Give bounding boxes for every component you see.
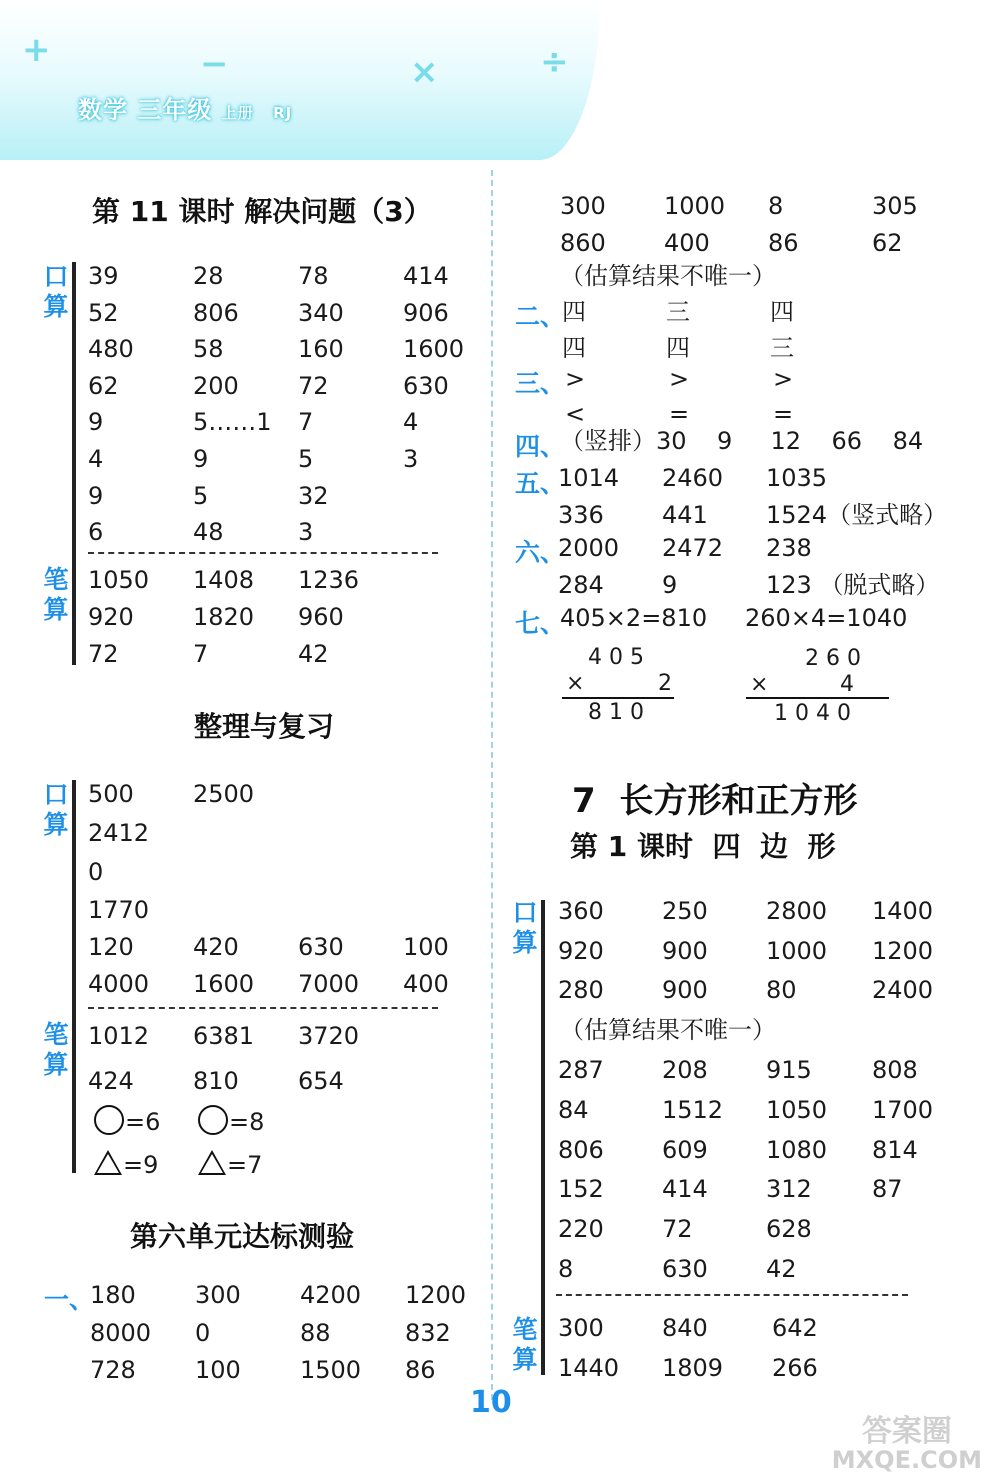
triangle-icon	[198, 1150, 226, 1175]
answer-value: 80	[766, 976, 797, 1004]
answer-value: 160	[298, 335, 344, 364]
circle-answer-1: =6	[94, 1105, 160, 1135]
circle-icon	[94, 1105, 124, 1135]
answer-value: 88	[300, 1318, 331, 1347]
written-calc-label	[42, 565, 70, 625]
answer-value: 52	[88, 298, 119, 327]
written-calc-label-char: 算	[43, 1050, 69, 1079]
answer-value: 336	[558, 501, 604, 529]
oral-calc-label-char: 算	[43, 292, 69, 321]
answer-value: 414	[403, 262, 449, 290]
answer-value: 280	[558, 976, 604, 1004]
answer-value: 1524（竖式略）	[766, 501, 948, 529]
answer-value: 28	[193, 262, 224, 290]
dashed-separator	[556, 1294, 908, 1296]
answer-value: 6381	[193, 1022, 255, 1050]
answer-value: 208	[662, 1056, 708, 1084]
answer-value: 2460	[662, 464, 724, 492]
answer-value: 654	[298, 1067, 344, 1095]
answer-value: 424	[88, 1067, 134, 1095]
answer-value: 900	[662, 976, 708, 1004]
answer-value: 300	[558, 1314, 604, 1342]
times-decoration-icon: ×	[410, 52, 439, 92]
answer-value: 1512	[662, 1095, 724, 1124]
answer-value: 1600	[193, 970, 255, 998]
answer-value: 480	[88, 335, 134, 364]
vertical-result: 8 1 0	[588, 700, 644, 725]
answer-value: 4	[88, 445, 104, 473]
answer-value: 4200	[300, 1281, 362, 1309]
answer-value: 1400	[872, 897, 934, 925]
oral-calc-label-char: 算	[43, 810, 69, 839]
vertical-rule	[562, 697, 674, 699]
question-number: 二、	[515, 302, 566, 331]
answer-value: 9	[88, 481, 104, 510]
answer-value: 832	[405, 1318, 451, 1347]
answer-value: 7	[193, 640, 209, 668]
answer-value: 1050	[88, 566, 150, 594]
times-sign: ×	[566, 671, 585, 696]
answer-value: 四	[770, 298, 794, 326]
answer-value: 0	[195, 1318, 211, 1347]
answer-value: 3720	[298, 1022, 360, 1050]
answer-value: 四	[562, 334, 586, 362]
answer-value: 2800	[766, 897, 828, 925]
answer-value: 4	[403, 408, 419, 437]
review-title: 整理与复习	[194, 710, 335, 743]
answer-value: 200	[193, 371, 239, 400]
answer-value: 123 （脱式略）	[766, 571, 940, 599]
answer-value: 62	[88, 371, 119, 400]
answer-value: 1050	[766, 1095, 828, 1124]
answer-value: 1700	[872, 1095, 934, 1124]
answer-value: 2500	[193, 780, 255, 808]
answer-value: 4000	[88, 970, 150, 998]
answer-value: 2000	[558, 534, 620, 562]
answer-value: 728	[90, 1356, 136, 1384]
answer-value: 840	[662, 1314, 708, 1342]
answer-value: 420	[193, 933, 239, 961]
answer-value: >	[565, 365, 586, 393]
answer-value: 32	[298, 481, 329, 510]
question-number: 五、	[515, 469, 566, 498]
answer-value: 180	[90, 1281, 136, 1309]
watermark-line: 答案圈	[861, 1414, 952, 1450]
answer-value: 630	[298, 933, 344, 961]
answer-value: 72	[298, 371, 329, 400]
answer-value: 1000	[664, 192, 726, 220]
answer-value: 87	[872, 1175, 903, 1204]
answer-value: 1080	[766, 1135, 828, 1164]
answer-value: 8	[558, 1255, 574, 1283]
answer-value: 1440	[558, 1354, 620, 1382]
circle-icon	[198, 1105, 228, 1135]
oral-calc-label	[511, 898, 539, 958]
answer-value: 920	[88, 603, 134, 631]
answer-value: 266	[772, 1354, 818, 1382]
answer-value: 7	[298, 408, 314, 437]
answer-value: 300	[195, 1281, 241, 1309]
section-bar	[541, 900, 545, 1375]
answer-value: 609	[662, 1135, 708, 1164]
vertical-top: 4 0 5	[588, 645, 644, 670]
answer-value: 630	[403, 371, 449, 400]
minus-decoration-icon: −	[200, 44, 229, 84]
oral-calc-label-char: 口	[43, 780, 69, 809]
answer-value: 2472	[662, 534, 724, 562]
triangle-icon	[94, 1150, 122, 1175]
equation: 260×4=1040	[745, 604, 908, 632]
answer-value: 808	[872, 1056, 918, 1084]
question-number: 一、	[44, 1285, 95, 1314]
answer-value: 300	[560, 192, 606, 220]
answer-value: 441	[662, 501, 708, 529]
answer-value: 400	[403, 970, 449, 998]
answer-value: 1035	[766, 464, 828, 492]
answer-value: 5	[193, 481, 209, 510]
answer-value: 7000	[298, 970, 360, 998]
answer-value: 960	[298, 603, 344, 631]
answer-value: 0	[88, 858, 104, 886]
answer-value: 100	[403, 933, 449, 961]
answer-value: 238	[766, 534, 812, 562]
answer-value: 1014	[558, 464, 620, 492]
answer-value: 72	[88, 640, 119, 668]
oral-calc-label-char: 算	[512, 928, 538, 957]
answer-value: 340	[298, 298, 344, 327]
answer-value: 78	[298, 262, 329, 290]
equation: 405×2=810	[560, 604, 708, 632]
page-number: 10	[470, 1385, 512, 1420]
triangle-answer-2: =7	[198, 1150, 262, 1177]
divide-decoration-icon: ÷	[540, 42, 569, 82]
answer-value: 305	[872, 192, 918, 220]
answer-value: 1200	[872, 936, 934, 965]
answer-value: 2400	[872, 976, 934, 1004]
answer-value: =	[669, 400, 690, 428]
answer-value: 8	[768, 192, 784, 220]
answer-value: 1770	[88, 896, 150, 924]
watermark-line: MXQE.COM	[831, 1445, 982, 1474]
answer-value: 1000	[766, 936, 828, 965]
answer-value: 360	[558, 897, 604, 925]
unit-title: 7 长方形和正方形	[572, 781, 858, 821]
answer-value: 86	[768, 228, 799, 257]
vertical-result: 1 0 4 0	[774, 701, 851, 726]
book-title-text: 数学 三年级	[78, 96, 213, 124]
vertical-multiplier: 2	[658, 671, 672, 696]
answer-value: 1236	[298, 566, 360, 594]
answer-value: 86	[405, 1356, 436, 1384]
answer-value: 810	[193, 1067, 239, 1095]
answer-value: 920	[558, 936, 604, 965]
oral-calc-label	[42, 262, 70, 322]
oral-calc-label	[42, 780, 70, 840]
answer-line: （竖排）30 9 12 66 84	[560, 427, 924, 455]
answer-value: 642	[772, 1314, 818, 1342]
answer-value: 400	[664, 228, 710, 257]
book-title	[78, 90, 292, 125]
answer-value: 1200	[405, 1281, 467, 1309]
answer-value: 906	[403, 298, 449, 327]
answer-value: 42	[298, 640, 329, 668]
question-number: 七、	[515, 609, 566, 638]
answer-value: 152	[558, 1175, 604, 1204]
written-calc-label-char: 算	[512, 1345, 538, 1374]
answer-value: 100	[195, 1356, 241, 1384]
lesson-title: 第 1 课时 四 边 形	[570, 830, 836, 863]
answer-value: 630	[662, 1255, 708, 1283]
answer-value: >	[773, 365, 794, 393]
answer-value: 250	[662, 897, 708, 925]
answer-value: 58	[193, 335, 224, 364]
volume-text: 上册	[221, 104, 254, 122]
written-calc-label	[42, 1020, 70, 1080]
answer-value: <	[565, 400, 586, 428]
answer-value: 1408	[193, 566, 255, 594]
answer-value: 414	[662, 1175, 708, 1204]
answer-value: 5……1	[193, 408, 272, 437]
written-calc-label-char: 笔	[43, 1020, 69, 1049]
dashed-separator	[88, 1007, 438, 1009]
oral-calc-label-char: 口	[43, 262, 69, 291]
answer-value: 2412	[88, 819, 150, 847]
dashed-separator	[88, 552, 438, 554]
answer-value: 500	[88, 780, 134, 808]
answer-value: 42	[766, 1255, 797, 1283]
answer-value: 1809	[662, 1354, 724, 1382]
answer-value: 三	[666, 298, 690, 326]
question-number: 四、	[515, 432, 566, 461]
answer-value: 220	[558, 1215, 604, 1244]
question-number: 三、	[515, 369, 566, 398]
answer-value: 3	[298, 518, 314, 547]
answer-value: =	[773, 400, 794, 428]
answer-value: 628	[766, 1215, 812, 1244]
answer-value: 312	[766, 1175, 812, 1204]
note-text: （估算结果不唯一）	[560, 1016, 776, 1044]
answer-value: 1820	[193, 603, 255, 631]
section-bar	[72, 780, 76, 1173]
answer-value: 5	[298, 445, 314, 473]
answer-value: 860	[560, 228, 606, 257]
answer-value: 9	[88, 408, 104, 437]
header-banner	[0, 0, 600, 160]
answer-value: 四	[562, 298, 586, 326]
answer-value: 1012	[88, 1022, 150, 1050]
answer-value: 3	[403, 445, 419, 473]
column-divider	[491, 170, 493, 1400]
written-calc-label-char: 笔	[512, 1315, 538, 1344]
answer-value: 8000	[90, 1318, 152, 1347]
unit-test-title: 第六单元达标测验	[130, 1220, 355, 1253]
watermark	[832, 1416, 982, 1473]
vertical-multiplier: 4	[840, 672, 854, 697]
question-number: 六、	[515, 538, 566, 567]
written-calc-label-char: 笔	[43, 565, 69, 594]
answer-value: 900	[662, 936, 708, 965]
vertical-rule	[746, 697, 889, 699]
answer-value: 806	[193, 298, 239, 327]
written-calc-label-char: 算	[43, 595, 69, 624]
edition-text: RJ	[273, 104, 293, 122]
note-text: （估算结果不唯一）	[560, 262, 776, 290]
answer-value: 814	[872, 1135, 918, 1164]
answer-value: 806	[558, 1135, 604, 1164]
section-bar	[72, 262, 76, 665]
answer-value: 84	[558, 1095, 589, 1124]
answer-value: 1600	[403, 335, 465, 364]
answer-value: 6	[88, 518, 104, 547]
answer-value: 72	[662, 1215, 693, 1244]
answer-value: 三	[770, 334, 794, 362]
answer-value: 9	[662, 571, 678, 599]
times-sign: ×	[750, 672, 769, 697]
answer-value: 9	[193, 445, 209, 473]
circle-answer-2: =8	[198, 1105, 264, 1135]
vertical-top: 2 6 0	[805, 646, 861, 671]
lesson-title: 第 11 课时 解决问题（3）	[92, 195, 432, 228]
oral-calc-label-char: 口	[512, 898, 538, 927]
answer-value: 48	[193, 518, 224, 547]
answer-value: 287	[558, 1056, 604, 1084]
answer-value: 62	[872, 228, 903, 257]
written-calc-label	[511, 1315, 539, 1375]
answer-value: 四	[666, 334, 690, 362]
answer-value: 915	[766, 1056, 812, 1084]
answer-value: 39	[88, 262, 119, 290]
answer-value: >	[669, 365, 690, 393]
answer-value: 284	[558, 571, 604, 599]
answer-value: 120	[88, 933, 134, 961]
answer-value: 1500	[300, 1356, 362, 1384]
plus-decoration-icon: +	[22, 30, 51, 70]
triangle-answer-1: =9	[94, 1150, 158, 1177]
